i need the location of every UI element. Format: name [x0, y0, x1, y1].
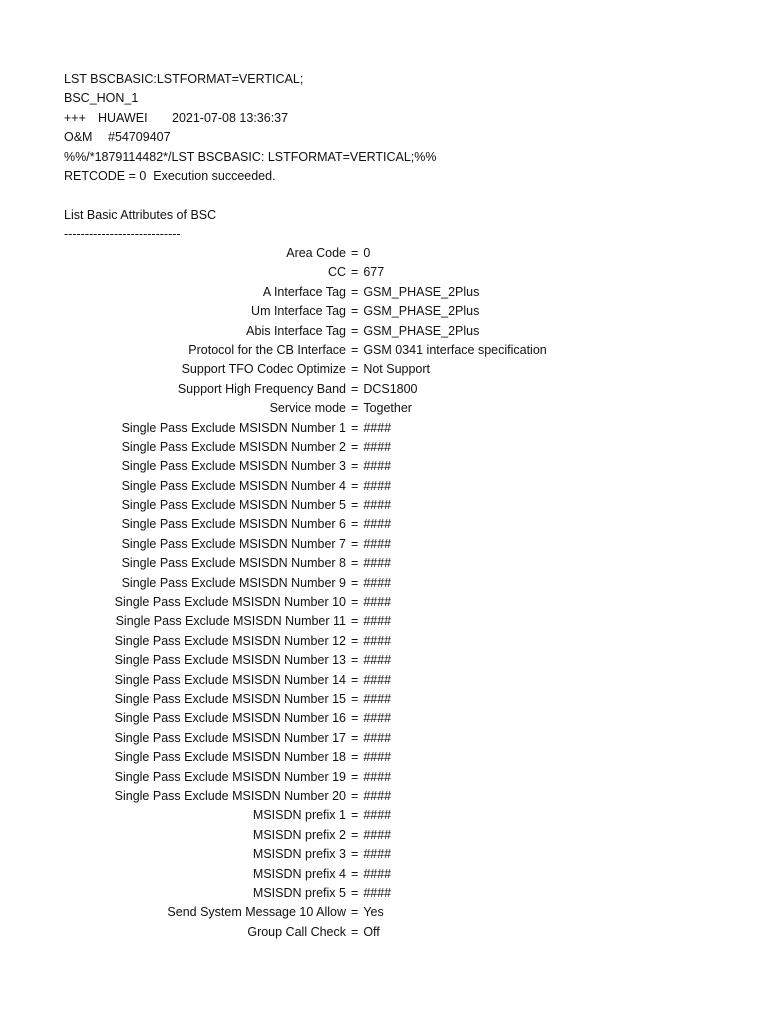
attribute-value: #### [363, 517, 392, 532]
attribute-row [0, 865, 520, 884]
attribute-row [0, 612, 520, 631]
attribute-value: #### [363, 847, 392, 862]
attribute-row [0, 263, 520, 282]
attribute-name: Single Pass Exclude MSISDN Number 6 [121, 517, 346, 532]
attribute-name: CC [327, 265, 346, 280]
attribute-name: Group Call Check [247, 924, 346, 939]
attribute-name: Single Pass Exclude MSISDN Number 12 [114, 633, 346, 648]
attribute-row [0, 826, 520, 845]
attribute-name: MSISDN prefix 2 [252, 827, 346, 842]
attribute-value: #### [363, 866, 392, 881]
attribute-name: Single Pass Exclude MSISDN Number 4 [121, 478, 346, 493]
attribute-value: #### [363, 750, 392, 765]
attribute-row [0, 457, 520, 476]
attribute-name: Abis Interface Tag [246, 323, 346, 338]
attribute-row [0, 302, 520, 321]
equals-sign: = [351, 866, 359, 881]
command-echo: %%/*1879114482*/LST BSCBASIC: LSTFORMAT=VERTICAL;%% [64, 149, 437, 164]
attribute-name: Service mode [269, 401, 346, 416]
equals-sign: = [351, 730, 359, 745]
attribute-name: Single Pass Exclude MSISDN Number 14 [114, 672, 346, 687]
attribute-value: #### [363, 633, 392, 648]
attribute-value: #### [363, 478, 392, 493]
attribute-name: Single Pass Exclude MSISDN Number 9 [121, 575, 346, 590]
attribute-value: #### [363, 769, 392, 784]
attribute-row [0, 671, 520, 690]
attribute-row [0, 787, 520, 806]
attribute-value: #### [363, 420, 392, 435]
attribute-row [0, 515, 520, 534]
equals-sign: = [351, 556, 359, 571]
attribute-name: Single Pass Exclude MSISDN Number 10 [114, 595, 346, 610]
attribute-value: #### [363, 575, 392, 590]
report-datetime: 2021-07-08 13:36:37 [172, 110, 289, 125]
equals-sign: = [351, 691, 359, 706]
attribute-value: Off [363, 924, 380, 939]
attribute-value: #### [363, 691, 392, 706]
attribute-name: Send System Message 10 Allow [167, 905, 346, 920]
section-separator: ---------------------------- [64, 227, 181, 242]
retcode-line: RETCODE = 0 Execution succeeded. [64, 168, 276, 183]
blank-line [64, 186, 437, 205]
attribute-name: MSISDN prefix 3 [252, 847, 346, 862]
equals-sign: = [351, 653, 359, 668]
attribute-row [0, 322, 520, 341]
section-title: List Basic Attributes of BSC [64, 207, 217, 222]
attribute-row [0, 399, 520, 418]
attribute-name: Single Pass Exclude MSISDN Number 19 [114, 769, 346, 784]
attribute-value: #### [363, 808, 392, 823]
oam-line [64, 128, 437, 147]
equals-sign: = [351, 362, 359, 377]
attribute-name: Single Pass Exclude MSISDN Number 5 [121, 498, 346, 513]
attribute-name: Single Pass Exclude MSISDN Number 16 [114, 711, 346, 726]
equals-sign: = [351, 342, 359, 357]
equals-sign: = [351, 401, 359, 416]
equals-sign: = [351, 808, 359, 823]
equals-sign: = [351, 788, 359, 803]
attribute-row [0, 806, 520, 825]
attribute-value: Yes [363, 905, 384, 920]
equals-sign: = [351, 246, 359, 260]
attribute-row [0, 729, 520, 748]
attribute-value: GSM_PHASE_2Plus [363, 304, 480, 319]
attribute-row [0, 535, 520, 554]
equals-sign: = [351, 672, 359, 687]
equals-sign: = [351, 459, 359, 474]
attribute-value: Together [363, 401, 412, 416]
attribute-name: Single Pass Exclude MSISDN Number 20 [114, 788, 346, 803]
attribute-row [0, 574, 520, 593]
attribute-row [0, 477, 520, 496]
attribute-row [0, 923, 520, 942]
attribute-name: Single Pass Exclude MSISDN Number 11 [115, 614, 346, 629]
attribute-row [0, 438, 520, 457]
equals-sign: = [351, 885, 359, 900]
attribute-value: 0 [363, 246, 371, 260]
equals-sign: = [351, 750, 359, 765]
attribute-row [0, 341, 547, 360]
attribute-value: GSM 0341 interface specification [363, 342, 547, 357]
equals-sign: = [351, 847, 359, 862]
equals-sign: = [351, 420, 359, 435]
attribute-row [0, 554, 520, 573]
equals-sign: = [351, 905, 359, 920]
report-header-line [64, 109, 437, 128]
attribute-value: GSM_PHASE_2Plus [363, 284, 480, 299]
oam-label: O&M [64, 130, 93, 145]
attribute-value: #### [363, 498, 392, 513]
attribute-name: Single Pass Exclude MSISDN Number 18 [114, 750, 346, 765]
attribute-value: #### [363, 459, 392, 474]
attribute-row [0, 380, 520, 399]
attribute-name: Protocol for the CB Interface [188, 342, 346, 357]
attribute-value: #### [363, 730, 392, 745]
attribute-row [0, 244, 520, 263]
equals-sign: = [351, 323, 359, 338]
attribute-row [0, 690, 520, 709]
attribute-value: #### [363, 536, 392, 551]
attribute-name: Single Pass Exclude MSISDN Number 7 [121, 536, 346, 551]
equals-sign: = [351, 711, 359, 726]
vendor-name: HUAWEI [98, 110, 148, 125]
ne-name: BSC_HON_1 [64, 91, 139, 106]
attribute-value: #### [363, 439, 392, 454]
attribute-name: MSISDN prefix 1 [252, 808, 346, 823]
attribute-value: #### [363, 653, 392, 668]
attribute-name: Single Pass Exclude MSISDN Number 13 [114, 653, 346, 668]
attribute-row [0, 768, 520, 787]
attribute-row [0, 903, 520, 922]
equals-sign: = [351, 478, 359, 493]
equals-sign: = [351, 769, 359, 784]
attribute-row [0, 283, 520, 302]
equals-sign: = [351, 575, 359, 590]
equals-sign: = [351, 614, 359, 629]
attribute-name: Area Code [286, 246, 346, 260]
output-header [64, 70, 437, 245]
attribute-name: Support High Frequency Band [177, 381, 346, 396]
attribute-value: #### [363, 885, 392, 900]
attribute-name: Um Interface Tag [251, 304, 346, 319]
attribute-row [0, 593, 520, 612]
attribute-name: Support TFO Codec Optimize [181, 362, 346, 377]
equals-sign: = [351, 498, 359, 513]
attribute-row [0, 884, 520, 903]
equals-sign: = [351, 381, 359, 396]
attribute-name: Single Pass Exclude MSISDN Number 8 [121, 556, 346, 571]
equals-sign: = [351, 827, 359, 842]
attribute-name: MSISDN prefix 4 [252, 866, 346, 881]
attribute-row [0, 748, 520, 767]
attribute-value: GSM_PHASE_2Plus [363, 323, 480, 338]
attribute-value: #### [363, 672, 392, 687]
attribute-name: A Interface Tag [262, 284, 346, 299]
attribute-value: DCS1800 [363, 381, 418, 396]
equals-sign: = [351, 517, 359, 532]
equals-sign: = [351, 439, 359, 454]
equals-sign: = [351, 265, 359, 280]
equals-sign: = [351, 924, 359, 939]
equals-sign: = [351, 536, 359, 551]
attribute-row [0, 496, 520, 515]
attribute-name: Single Pass Exclude MSISDN Number 15 [114, 691, 346, 706]
attribute-list [0, 244, 547, 942]
attribute-value: #### [363, 788, 392, 803]
attribute-row [0, 709, 520, 728]
attribute-row [0, 651, 520, 670]
attribute-value: #### [363, 711, 392, 726]
attribute-value: #### [363, 595, 392, 610]
equals-sign: = [351, 633, 359, 648]
attribute-row [0, 419, 520, 438]
attribute-value: 677 [363, 265, 385, 280]
attribute-name: Single Pass Exclude MSISDN Number 2 [121, 439, 346, 454]
attribute-value: Not Support [363, 362, 431, 377]
attribute-value: #### [363, 556, 392, 571]
attribute-name: Single Pass Exclude MSISDN Number 3 [121, 459, 346, 474]
attribute-row [0, 845, 520, 864]
attribute-name: Single Pass Exclude MSISDN Number 17 [114, 730, 346, 745]
oam-id: #54709407 [108, 130, 171, 145]
equals-sign: = [351, 284, 359, 299]
equals-sign: = [351, 595, 359, 610]
report-marker: +++ [64, 110, 86, 125]
attribute-row [0, 360, 520, 379]
command-line: LST BSCBASIC:LSTFORMAT=VERTICAL; [64, 72, 304, 86]
attribute-name: MSISDN prefix 5 [252, 885, 346, 900]
attribute-name: Single Pass Exclude MSISDN Number 1 [121, 420, 346, 435]
equals-sign: = [351, 304, 359, 319]
attribute-value: #### [363, 827, 392, 842]
attribute-row [0, 632, 520, 651]
attribute-value: #### [363, 614, 392, 629]
